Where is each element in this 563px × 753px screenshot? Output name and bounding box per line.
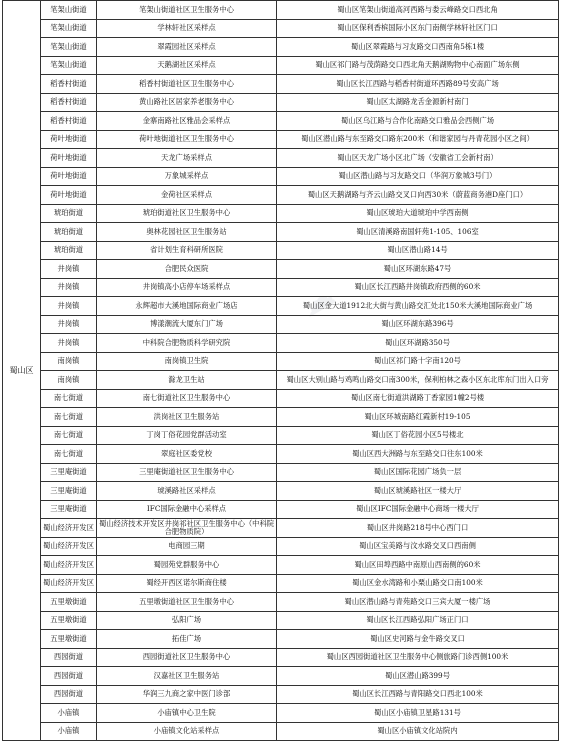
table-row <box>3 593 559 612</box>
table-row <box>3 278 559 297</box>
street-cell: 五里墩街道 <box>41 630 97 649</box>
street-cell: 五里墩街道 <box>41 611 97 630</box>
table-row <box>3 297 559 316</box>
address-cell: 蜀山区环湖东路396号 <box>277 315 559 334</box>
address-cell: 蜀山区笔架山街道高河西路与娄云峰路交口西北角 <box>277 1 559 20</box>
table-row <box>3 260 559 279</box>
site-name-cell: 金寨南路社区雅品会采样点 <box>97 112 277 131</box>
street-cell: 蜀山经济开发区 <box>41 556 97 575</box>
site-name-cell: 南岗镇卫生院 <box>97 352 277 371</box>
address-cell: 蜀山区丁俗花园小区5号楼北 <box>277 426 559 445</box>
address-cell: 蜀山区大别山路与鸡鸣山路交口南300米，保利柏林之森小区东北库东门出入口旁 <box>277 371 559 390</box>
site-name-cell: 拓佳广场 <box>97 630 277 649</box>
site-name-cell: 弘阳广场 <box>97 611 277 630</box>
table-row <box>3 56 559 75</box>
street-cell: 荷叶地街道 <box>41 149 97 168</box>
table-row <box>3 19 559 38</box>
table-row <box>3 463 559 482</box>
table-row <box>3 630 559 649</box>
street-cell: 南岗镇 <box>41 352 97 371</box>
site-name-cell: 小庙镇文化站采样点 <box>97 722 277 741</box>
street-cell: 井岗镇 <box>41 297 97 316</box>
site-name-cell: 电商园三期 <box>97 537 277 556</box>
site-name-cell: 荷叶地街道社区卫生服务中心 <box>97 130 277 149</box>
street-cell: 井岗镇 <box>41 278 97 297</box>
site-name-cell: 西园街道社区卫生服务中心 <box>97 648 277 667</box>
table-row <box>3 93 559 112</box>
table-row <box>3 112 559 131</box>
street-cell: 稻香村街道 <box>41 75 97 94</box>
address-cell: 蜀山区IFC国际金融中心商场一楼大厅 <box>277 500 559 519</box>
street-cell: 琥珀街道 <box>41 241 97 260</box>
table-row <box>3 482 559 501</box>
site-name-cell: 博漾潮流大厦东门广场 <box>97 315 277 334</box>
address-cell: 蜀山区西园街道社区卫生服务中心侧旅路门诊西侧100米 <box>277 648 559 667</box>
table-row <box>3 574 559 593</box>
table-row <box>3 1 559 20</box>
address-cell: 蜀山区井岗路218号中心西门口 <box>277 519 559 538</box>
table-row <box>3 223 559 242</box>
table-row <box>3 704 559 723</box>
street-cell: 南七街道 <box>41 389 97 408</box>
address-cell: 蜀山区潜山路与青苑路交口三宾大厦一楼广场 <box>277 593 559 612</box>
table-row <box>3 186 559 205</box>
site-name-cell: IFC国际金融中心采样点 <box>97 500 277 519</box>
street-cell: 蜀山经济开发区 <box>41 574 97 593</box>
table-row <box>3 38 559 57</box>
street-cell: 南七街道 <box>41 445 97 464</box>
address-cell: 蜀山区太湖路龙舌金源新村南门 <box>277 93 559 112</box>
address-cell: 蜀山区天龙广场小区北广场（安徽省工会新村南） <box>277 149 559 168</box>
site-name-cell: 万象城采样点 <box>97 167 277 186</box>
street-cell: 稻香村街道 <box>41 93 97 112</box>
street-cell: 笔架山街道 <box>41 38 97 57</box>
site-name-cell: 蜀园苑党群服务中心 <box>97 556 277 575</box>
street-cell: 小庙镇 <box>41 722 97 741</box>
street-cell: 五里墩街道 <box>41 593 97 612</box>
site-name-cell: 笔架山街道社区卫生服务中心 <box>97 1 277 20</box>
table-row <box>3 389 559 408</box>
table-row <box>3 149 559 168</box>
site-name-cell: 蜀山经济技术开发区井岗祁社区卫生服务中心（中科院合肥物质院） <box>97 519 277 538</box>
address-cell: 蜀山区田埠西路中南原山西南侧的60米 <box>277 556 559 575</box>
table-row <box>3 241 559 260</box>
address-cell: 蜀山区琥珀大道琥珀中学西南侧 <box>277 204 559 223</box>
street-cell: 三里庵街道 <box>41 500 97 519</box>
site-name-cell: 奥林花园社区卫生服务站 <box>97 223 277 242</box>
address-cell: 蜀山区环城南路红霞新村19-105 <box>277 408 559 427</box>
address-cell: 蜀山区祁门路与茂荫路交口西北角天鹅湖购物中心南面广场东侧 <box>277 56 559 75</box>
site-name-cell: 黄山路社区居家养老服务中心 <box>97 93 277 112</box>
table-row <box>3 722 559 741</box>
site-name-cell: 学林轩社区采样点 <box>97 19 277 38</box>
street-cell: 井岗镇 <box>41 334 97 353</box>
table-row <box>3 334 559 353</box>
site-name-cell: 井岗镇高小店停车场采样点 <box>97 278 277 297</box>
address-cell: 蜀山区翠霞路与习友路交口西南角5栋1楼 <box>277 38 559 57</box>
site-name-cell: 翠庭社区委党校 <box>97 445 277 464</box>
table-row <box>3 611 559 630</box>
watermark: ☁ <box>292 274 342 326</box>
address-cell: 蜀山区长江西路弘阳广场正门口 <box>277 611 559 630</box>
address-cell: 蜀山区保利香槟国际小区东门南侧学林轩社区门口 <box>277 19 559 38</box>
site-name-cell: 天鹅湖社区采样点 <box>97 56 277 75</box>
street-cell: 荷叶地街道 <box>41 186 97 205</box>
street-cell: 笔架山街道 <box>41 19 97 38</box>
street-cell: 三里庵街道 <box>41 482 97 501</box>
site-name-cell: 洪岗社区卫生服务站 <box>97 408 277 427</box>
street-cell: 西园街道 <box>41 648 97 667</box>
street-cell: 三里庵街道 <box>41 463 97 482</box>
table-row <box>3 445 559 464</box>
site-name-cell: 金荷社区采样点 <box>97 186 277 205</box>
street-cell: 南岗镇 <box>41 371 97 390</box>
address-cell: 蜀山区天鹅湖路与齐云山路交叉口向西30米（蔚蓝商务港D座门口） <box>277 186 559 205</box>
address-cell: 蜀山区潜山路399号 <box>277 667 559 686</box>
address-cell: 蜀山区乌江路与合作化南路交口雅品会西侧广场 <box>277 112 559 131</box>
site-name-cell: 琥溪路社区采样点 <box>97 482 277 501</box>
table-row <box>3 315 559 334</box>
site-name-cell: 省计划生育科研所医院 <box>97 241 277 260</box>
site-name-cell: 天龙广场采样点 <box>97 149 277 168</box>
street-cell: 琥珀街道 <box>41 204 97 223</box>
address-cell: 蜀山区琥溪路社区一楼大厅 <box>277 482 559 501</box>
address-cell: 蜀山区国际花园广场负一层 <box>277 463 559 482</box>
street-cell: 南七街道 <box>41 426 97 445</box>
address-cell: 蜀山区小庙镇卫星路131号 <box>277 704 559 723</box>
address-cell: 蜀山区潜山路14号 <box>277 241 559 260</box>
table-row <box>3 426 559 445</box>
site-name-cell: 华润三九商之家中医门诊部 <box>97 685 277 704</box>
table-row <box>3 685 559 704</box>
table-row <box>3 648 559 667</box>
address-cell: 蜀山区宝美路与汶水路交叉口西南侧 <box>277 537 559 556</box>
site-name-cell: 汉嘉社区卫生服务站 <box>97 667 277 686</box>
table-row <box>3 167 559 186</box>
address-cell: 蜀山区长江西路与稻香村街道环西路89号安高广场 <box>277 75 559 94</box>
table-row <box>3 500 559 519</box>
site-name-cell: 小庙镇中心卫生院 <box>97 704 277 723</box>
street-cell: 蜀山经济开发区 <box>41 537 97 556</box>
address-cell: 蜀山区环湖路350号 <box>277 334 559 353</box>
address-cell: 蜀山区金水湾路和小栗山路交口南100米 <box>277 574 559 593</box>
street-cell: 琥珀街道 <box>41 223 97 242</box>
table-row <box>3 371 559 390</box>
street-cell: 井岗镇 <box>41 260 97 279</box>
street-cell: 西园街道 <box>41 667 97 686</box>
address-cell: 蜀山区南七街道洪湖路丁香家园1幢2号楼 <box>277 389 559 408</box>
table-row <box>3 667 559 686</box>
address-cell: 蜀山区史河路与金牛路交叉口 <box>277 630 559 649</box>
address-cell: 蜀山区清溪路南国轩苑1-105、106室 <box>277 223 559 242</box>
site-name-cell: 滁龙卫生站 <box>97 371 277 390</box>
address-cell: 蜀山区金大道1912北大街与黄山路交汇处北150米大溪地国际商业广场 <box>277 297 559 316</box>
site-name-cell: 丁岗丁俗花园党群活动室 <box>97 426 277 445</box>
table-row <box>3 537 559 556</box>
street-cell: 荷叶地街道 <box>41 167 97 186</box>
address-cell: 蜀山区小庙镇文化站院内 <box>277 722 559 741</box>
site-name-cell: 琥珀街道社区卫生服务中心 <box>97 204 277 223</box>
street-cell: 荷叶地街道 <box>41 130 97 149</box>
site-name-cell: 三里庵街道社区卫生服务中心 <box>97 463 277 482</box>
testing-sites-table <box>2 0 559 741</box>
street-cell: 井岗镇 <box>41 315 97 334</box>
address-cell: 蜀山区环湖东路47号 <box>277 260 559 279</box>
site-name-cell: 蜀经开西区诺尔斯商住楼 <box>97 574 277 593</box>
address-cell: 蜀山区祁门路十字南120号 <box>277 352 559 371</box>
street-cell: 南七街道 <box>41 408 97 427</box>
site-name-cell: 永辉超市大溪地国际商业广场店 <box>97 297 277 316</box>
address-cell: 蜀山区西大洲路与东至路交口往东100米 <box>277 445 559 464</box>
table-row <box>3 352 559 371</box>
table-row <box>3 204 559 223</box>
street-cell: 稻香村街道 <box>41 112 97 131</box>
address-cell: 蜀山区长江西路与青阳路交口西北100米 <box>277 685 559 704</box>
site-name-cell: 翠霞园社区采样点 <box>97 38 277 57</box>
street-cell: 蜀山经济开发区 <box>41 519 97 538</box>
site-name-cell: 中科院合肥物质科学研究院 <box>97 334 277 353</box>
table-row <box>3 556 559 575</box>
table-row <box>3 75 559 94</box>
address-cell: 蜀山区潜山路与东至路交口路东200米（和谐家园与丹青花园小区之间） <box>277 130 559 149</box>
table-row <box>3 130 559 149</box>
street-cell: 笔架山街道 <box>41 1 97 20</box>
site-name-cell: 稻香村街道社区卫生服务中心 <box>97 75 277 94</box>
street-cell: 小庙镇 <box>41 704 97 723</box>
district-cell: 蜀山区 <box>3 1 41 741</box>
street-cell: 笔架山街道 <box>41 56 97 75</box>
table-row <box>3 408 559 427</box>
table-row <box>3 519 559 538</box>
site-name-cell: 南七街道社区卫生服务中心 <box>97 389 277 408</box>
address-cell: 蜀山区长江西路井岗镇政府西侧的60米 <box>277 278 559 297</box>
site-name-cell: 合肥民众医院 <box>97 260 277 279</box>
address-cell: 蜀山区潜山路与习友路交口（华润万象城3号门） <box>277 167 559 186</box>
site-name-cell: 五里墩街道社区卫生服务中心 <box>97 593 277 612</box>
street-cell: 西园街道 <box>41 685 97 704</box>
